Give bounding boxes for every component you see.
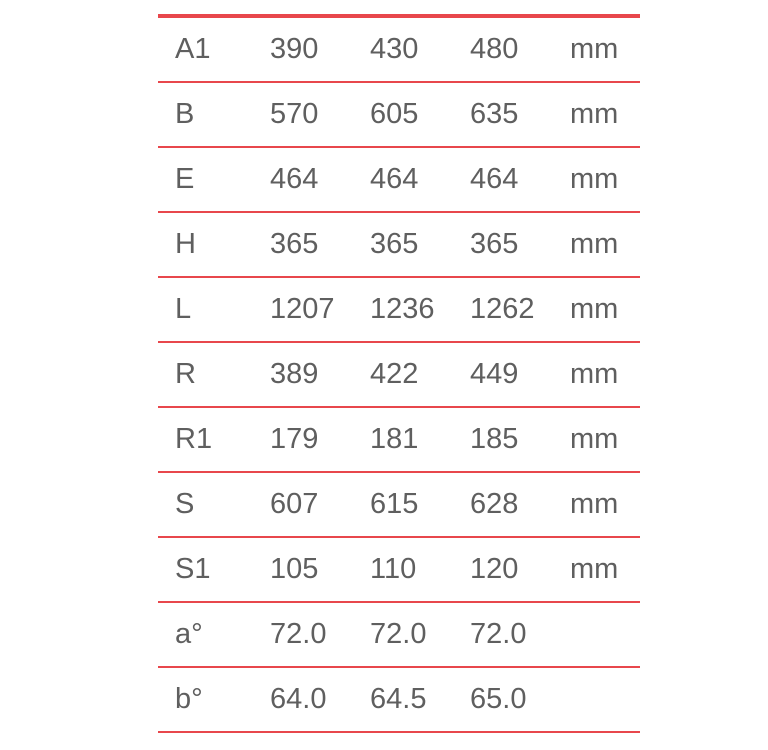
table-row [158, 213, 640, 278]
row-value-1: 72.0 [270, 618, 327, 650]
geometry-table [158, 14, 640, 733]
row-value-1: 389 [270, 358, 319, 390]
row-value-3: 449 [470, 358, 519, 390]
table-row [158, 538, 640, 603]
row-value-2: 1236 [370, 293, 435, 325]
table-row [158, 83, 640, 148]
row-unit: mm [570, 228, 619, 260]
row-label: A1 [175, 33, 211, 65]
row-value-2: 365 [370, 228, 419, 260]
table-row [158, 18, 640, 83]
row-unit: mm [570, 488, 619, 520]
row-value-3: 635 [470, 98, 519, 130]
row-value-3: 365 [470, 228, 519, 260]
row-label: a° [175, 618, 203, 650]
row-label: R [175, 358, 196, 390]
row-value-2: 110 [370, 553, 417, 585]
row-value-1: 570 [270, 98, 319, 130]
table-row [158, 278, 640, 343]
row-label: E [175, 163, 195, 195]
row-value-3: 65.0 [470, 683, 527, 715]
row-value-1: 179 [270, 423, 319, 455]
table-row [158, 148, 640, 213]
row-unit: mm [570, 98, 619, 130]
table-row [158, 408, 640, 473]
table-row [158, 668, 640, 733]
row-value-2: 72.0 [370, 618, 427, 650]
row-value-1: 464 [270, 163, 319, 195]
row-value-3: 480 [470, 33, 519, 65]
row-value-2: 430 [370, 33, 419, 65]
row-value-1: 365 [270, 228, 319, 260]
row-value-3: 72.0 [470, 618, 527, 650]
row-value-3: 464 [470, 163, 519, 195]
row-unit: mm [570, 553, 619, 585]
row-value-2: 422 [370, 358, 419, 390]
row-label: R1 [175, 423, 213, 455]
row-value-1: 607 [270, 488, 319, 520]
row-label: B [175, 98, 195, 130]
row-value-1: 64.0 [270, 683, 327, 715]
row-value-3: 628 [470, 488, 519, 520]
row-unit: mm [570, 33, 619, 65]
row-label: L [175, 293, 192, 325]
row-label: S [175, 488, 195, 520]
row-value-3: 185 [470, 423, 519, 455]
row-value-2: 181 [370, 423, 419, 455]
row-unit: mm [570, 423, 619, 455]
row-label: S1 [175, 553, 211, 585]
table-row [158, 603, 640, 668]
row-value-2: 464 [370, 163, 419, 195]
row-unit: mm [570, 293, 619, 325]
table-row [158, 473, 640, 538]
row-label: H [175, 228, 196, 260]
row-unit: mm [570, 358, 619, 390]
table-row [158, 343, 640, 408]
row-value-3: 1262 [470, 293, 535, 325]
row-value-2: 615 [370, 488, 419, 520]
row-value-1: 390 [270, 33, 319, 65]
row-value-2: 605 [370, 98, 419, 130]
row-label: b° [175, 683, 203, 715]
row-value-1: 1207 [270, 293, 335, 325]
row-value-3: 120 [470, 553, 519, 585]
row-unit: mm [570, 163, 619, 195]
row-value-2: 64.5 [370, 683, 427, 715]
row-value-1: 105 [270, 553, 319, 585]
